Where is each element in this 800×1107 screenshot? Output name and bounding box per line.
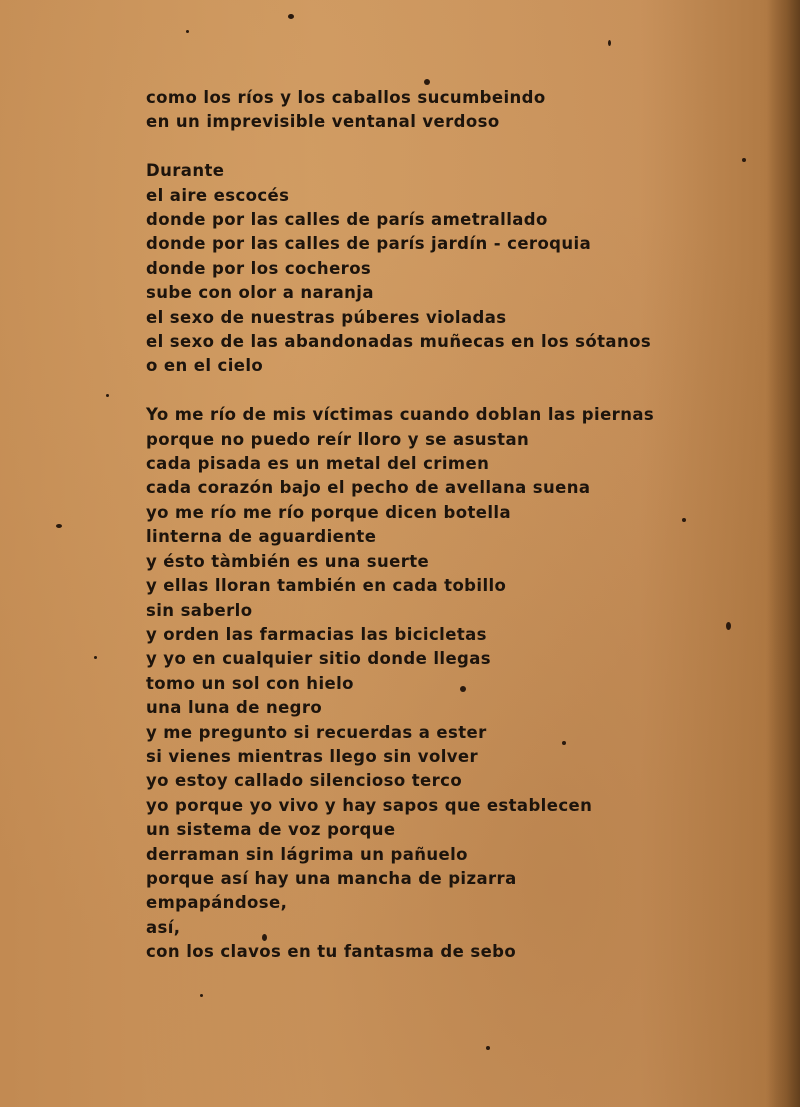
ink-speck: [200, 994, 203, 997]
poem-line: yo estoy callado silencioso terco: [146, 771, 463, 791]
poem-line: donde por los cocheros: [146, 258, 372, 278]
poem-line: si vienes mientras llego sin volver: [146, 746, 479, 766]
ink-speck: [486, 1046, 490, 1050]
poem-line: en un imprevisible ventanal verdoso: [146, 112, 500, 132]
ink-speck: [186, 30, 189, 33]
poem-line: derraman sin lágrima un pañuelo: [146, 844, 468, 864]
poem-line: o en el cielo: [146, 356, 264, 376]
page-spine-shadow: [766, 0, 800, 1107]
poem-line: el aire escocés: [146, 185, 290, 205]
poem-line: sube con olor a naranja: [146, 283, 374, 303]
poem-line: porque así hay una mancha de pizarra: [146, 868, 517, 888]
ink-speck: [726, 622, 731, 630]
poem-line: y me pregunto si recuerdas a ester: [146, 722, 487, 742]
poem-line: el sexo de las abandonadas muñecas en los sótanos: [146, 332, 652, 352]
poem-line: linterna de aguardiente: [146, 527, 377, 547]
poem-line: como los ríos y los caballos sucumbeindo: [146, 88, 546, 107]
poem-line: y ésto tàmbién es una suerte: [146, 551, 430, 571]
ink-speck: [288, 14, 294, 19]
poem-line: donde por las calles de parís ametrallado: [146, 210, 548, 230]
poem-line: Durante: [146, 161, 225, 181]
stanza-2: [146, 159, 706, 379]
poem-line: y ellas lloran también en cada tobillo: [146, 576, 507, 596]
stanza-3: [146, 403, 706, 964]
poem-line: así,: [146, 917, 181, 937]
poem-line: con los clavos en tu fantasma de sebo: [146, 942, 517, 962]
ink-speck: [424, 79, 430, 85]
poem-line: cada corazón bajo el pecho de avellana suena: [146, 478, 591, 498]
poem-line: porque no puedo reír lloro y se asustan: [146, 429, 530, 449]
poem-line: cada pisada es un metal del crimen: [146, 454, 490, 474]
poem-line: el sexo de nuestras púberes violadas: [146, 307, 507, 327]
poem-line: un sistema de voz porque: [146, 820, 396, 840]
poem-line: yo me río me río porque dicen botella: [146, 502, 512, 522]
poem-line: Yo me río de mis víctimas cuando doblan las piernas: [146, 405, 655, 425]
ink-speck: [56, 524, 62, 528]
ink-speck: [106, 394, 109, 397]
poem-line: y orden las farmacias las bicicletas: [146, 624, 487, 644]
poem-line: yo porque yo vivo y hay sapos que establecen: [146, 795, 593, 815]
poem-line: sin saberlo: [146, 600, 253, 620]
poem-text: [146, 86, 706, 989]
stanza-1: [146, 86, 706, 135]
poem-line: tomo un sol con hielo: [146, 673, 354, 693]
ink-speck: [608, 40, 611, 46]
poem-line: y yo en cualquier sitio donde llegas: [146, 649, 492, 669]
ink-speck: [94, 656, 97, 659]
ink-speck: [742, 158, 746, 162]
poem-line: donde por las calles de parís jardín - ceroquia: [146, 234, 592, 254]
poem-line: empapándose,: [146, 893, 288, 913]
poem-line: una luna de negro: [146, 698, 323, 718]
